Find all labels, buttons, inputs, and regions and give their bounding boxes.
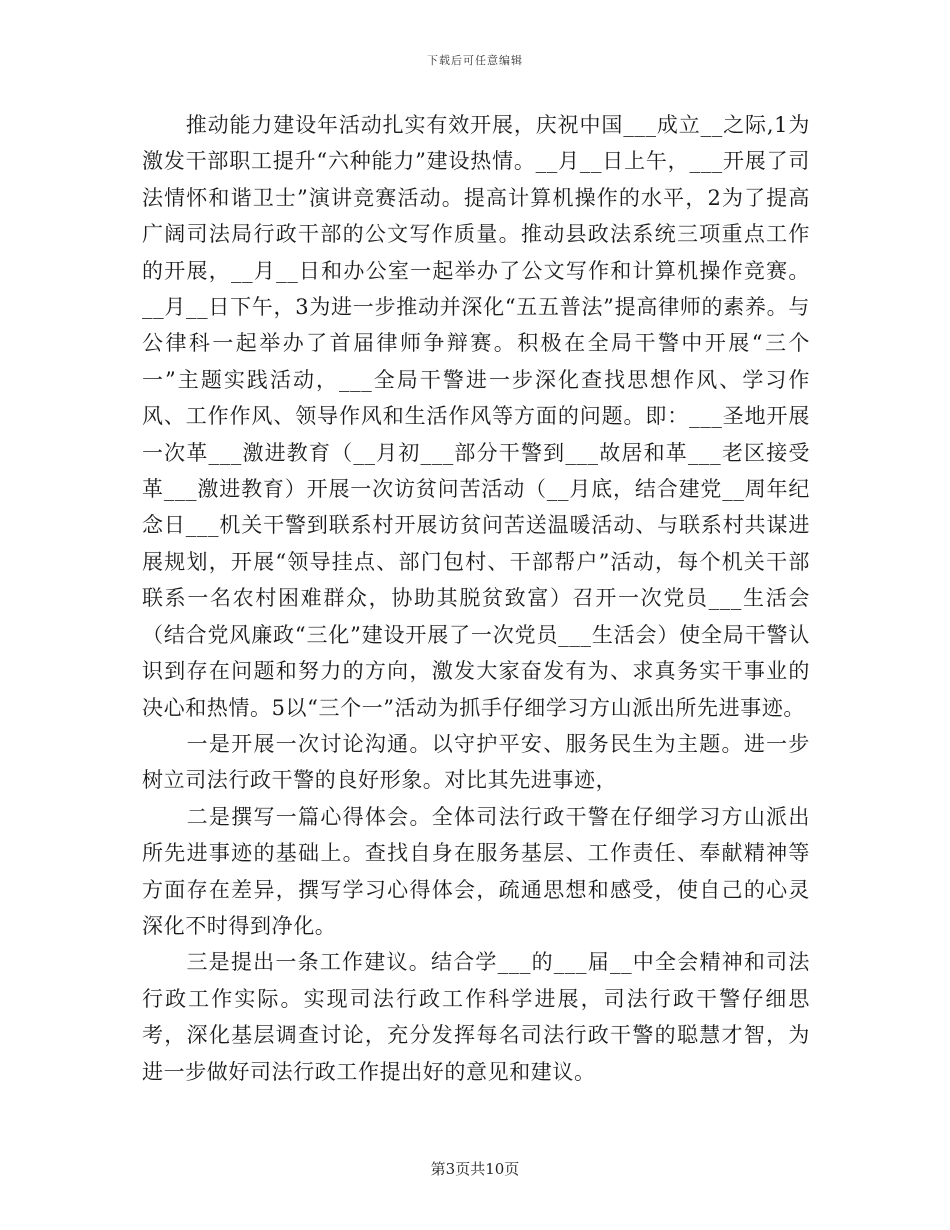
paragraph-work-suggestion: 三是提出一条工作建议。结合学___的___届__中全会精神和司法行政工作实际。实现司法行政工作科学进展，司法行政干警仔细思考，深化基层调查讨论，充分发挥每名司法行政干警的聪慧才智，为进一步做好司法行政工作提出好的意见和建议。: [142, 950, 810, 1084]
document-body: [142, 107, 810, 1090]
paragraph-activities: 推动能力建设年活动扎实有效开展，庆祝中国___成立__之际,1为激发干部职工提升“六种能力”建设热情。__月__日上午，___开展了司法情怀和谐卫士”演讲竞赛活动。提高计算机操作的水平，2为了提高广阔司法局行政干部的公文写作质量。推动县政法系统三项重点工作的开展，__月__日和办公室一起举办了公文写作和计算机操作竞赛。__月__日下午，3为进一步推动并深化“五五普法”提高律师的素养。与公律科一起举办了首届律师争辩赛。积极在全局干警中开展“三个一”主题实践活动，___全局干警进一步深化查找思想作风、学习作风、工作作风、领导作风和生活作风等方面的问题。即：___圣地开展一次革___激进教育（__月初___部分干警到___故居和革___老区接受革___激进教育）开展一次访贫问苦活动（__月底，结合建党__周年纪念日___机关干警到联系村开展访贫问苦送温暖活动、与联系村共谋进展规划，开展“领导挂点、部门包村、干部帮户”活动，每个机关干部联系一名农村困难群众，协助其脱贫致富）召开一次党员___生活会（结合党风廉政“三化”建设开展了一次党员___生活会）使全局干警认识到存在问题和努力的方向，激发大家奋发有为、求真务实干事业的决心和热情。5以“三个一”活动为抓手仔细学习方山派出所先进事迹。: [142, 113, 810, 720]
page-header-note: 下载后可任意编辑: [427, 54, 523, 67]
paragraph-experience-writeup: 二是撰写一篇心得体会。全体司法行政干警在仔细学习方山派出所先进事迹的基础上。查找自身在服务基层、工作责任、奉献精神等方面存在差异，撰写学习心得体会，疏通思想和感受，使自己的心灵深化不时得到净化。: [142, 804, 810, 938]
paragraph-discussion: 一是开展一次讨论沟通。以守护平安、服务民生为主题。进一步树立司法行政干警的良好形象。对比其先进事迹，: [142, 731, 810, 793]
page-number: 第3页共10页: [430, 1160, 520, 1178]
